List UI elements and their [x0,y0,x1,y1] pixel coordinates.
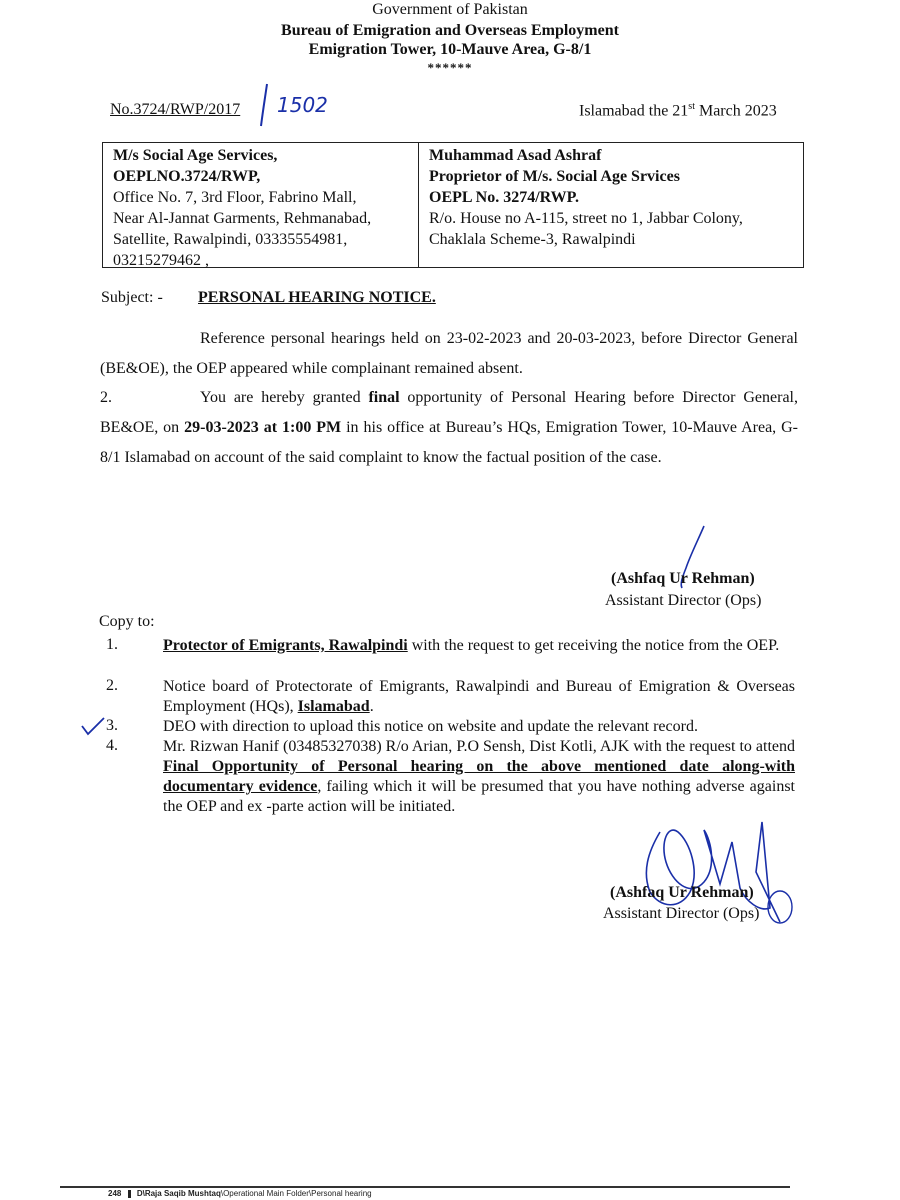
footer-path [108,1189,372,1198]
paragraph-2-text: You are hereby granted [200,389,369,406]
signature-2-designation: Assistant Director (Ops) [603,905,760,922]
addressee-right-license: OEPL No. 3274/RWP. [429,189,579,206]
copy-item-4 [163,737,795,817]
copy-item-3-text: DEO with direction to upload this notice on website and update the relevant record. [163,718,698,735]
footer-separator [128,1190,131,1198]
copy-item-4-tail: , failing which it will be presumed that you have nothing adverse against the OEP and ex -parte action will be initiated. [163,778,795,815]
copy-item-3 [163,717,795,737]
subject-label: Subject: - [101,289,163,306]
signature-1-designation: Assistant Director (Ops) [605,592,762,609]
copy-item-2 [163,677,795,717]
paragraph-1: Reference personal hearings held on 23-02-2023 and 20-03-2023, before Director General (BE&OE), the OEP appeared while complainant remained absent. [100,330,798,377]
copy-item-1-text: with the request to get receiving the notice from the OEP. [407,637,780,654]
addressee-left-line: Satellite, Rawalpindi, 03335554981, [113,231,348,248]
paragraph-2-number: 2. [100,389,112,406]
copy-item-number: 4. [106,737,118,754]
handwritten-diary-number [255,78,345,130]
footer-path-bold: D\Raja Saqib Mushtaq [136,1189,221,1198]
reference-number: No.3724/RWP/2017 [110,101,241,118]
footer-rule [60,1186,790,1188]
copy-item-1-bold: Protector of Emigrants, Rawalpindi [163,637,408,654]
addressee-left-license: OEPLNO.3724/RWP, [113,168,261,185]
addressee-left-line: 03215279462 , [113,252,209,269]
date-superscript: st [688,101,695,112]
copy-item-2-text: Notice board of Protectorate of Emigrants, Rawalpindi and Bureau of Emigration & Overseas Employment (HQs), [163,678,795,715]
paragraph-2 [100,383,798,473]
copy-item-1 [163,636,795,656]
signature-2-name: (Ashfaq Ur Rehman) [610,884,754,901]
copy-item-4-bold: Final Opportunity of Personal hearing on the above mentioned date along-with documentary evidence [163,758,795,795]
addressee-right-line: Chaklala Scheme-3, Rawalpindi [429,231,636,248]
addressee-left-line: Office No. 7, 3rd Floor, Fabrino Mall, [113,189,357,206]
addressee-left-name: M/s Social Age Services, [113,147,278,164]
addressee-table [102,142,804,268]
subject-text: PERSONAL HEARING NOTICE. [198,289,436,306]
footer-path-rest: \Operational Main Folder\Personal hearing [220,1189,372,1198]
copy-item-4-text: Mr. Rizwan Hanif (03485327038) R/o Arian, P.O Sensh, Dist Kotli, AJK with the request to attend [163,738,795,755]
date-suffix: March 2023 [694,102,777,120]
paragraph-2-bold-date: 29-03-2023 at 1:00 PM [184,419,342,436]
copy-to-label: Copy to: [99,613,155,630]
date-line [579,101,777,120]
addressee-right-line: R/o. House no A-115, street no 1, Jabbar Colony, [429,210,743,227]
copy-item-number: 2. [106,677,118,694]
addressee-right [419,143,803,267]
header-bureau: Bureau of Emigration and Overseas Employment [281,22,619,39]
header-stars: ****** [427,60,473,75]
header-government: Government of Pakistan [372,1,528,18]
addressee-left [103,143,419,267]
date-prefix: Islamabad the 21 [579,102,689,120]
addressee-right-title: Proprietor of M/s. Social Age Srvices [429,168,680,185]
paragraph-2-bold-final: final [368,389,400,406]
signature-1-name: (Ashfaq Ur Rehman) [611,570,755,587]
handwritten-number-text: 1502 [277,93,328,117]
copy-item-2-tail: . [369,698,374,715]
copy-item-number: 3. [106,717,118,734]
copy-item-2-bold: Islamabad [297,698,370,715]
paragraph-2-text: in his office at Bureau’s HQs, Emigration Tower, 10-Mauve Area, G-8/1 Islamabad on account of the said complaint to know the factual position of the case. [100,419,799,466]
paragraph-2-text: opportunity of Personal Hearing before Director General, BE&OE, on [100,389,798,436]
header-address: Emigration Tower, 10-Mauve Area, G-8/1 [308,41,592,58]
footer-page-number: 248 [108,1189,122,1198]
copy-item-number: 1. [106,636,118,653]
addressee-left-line: Near Al-Jannat Garments, Rehmanabad, [113,210,372,227]
addressee-right-name: Muhammad Asad Ashraf [429,147,602,164]
